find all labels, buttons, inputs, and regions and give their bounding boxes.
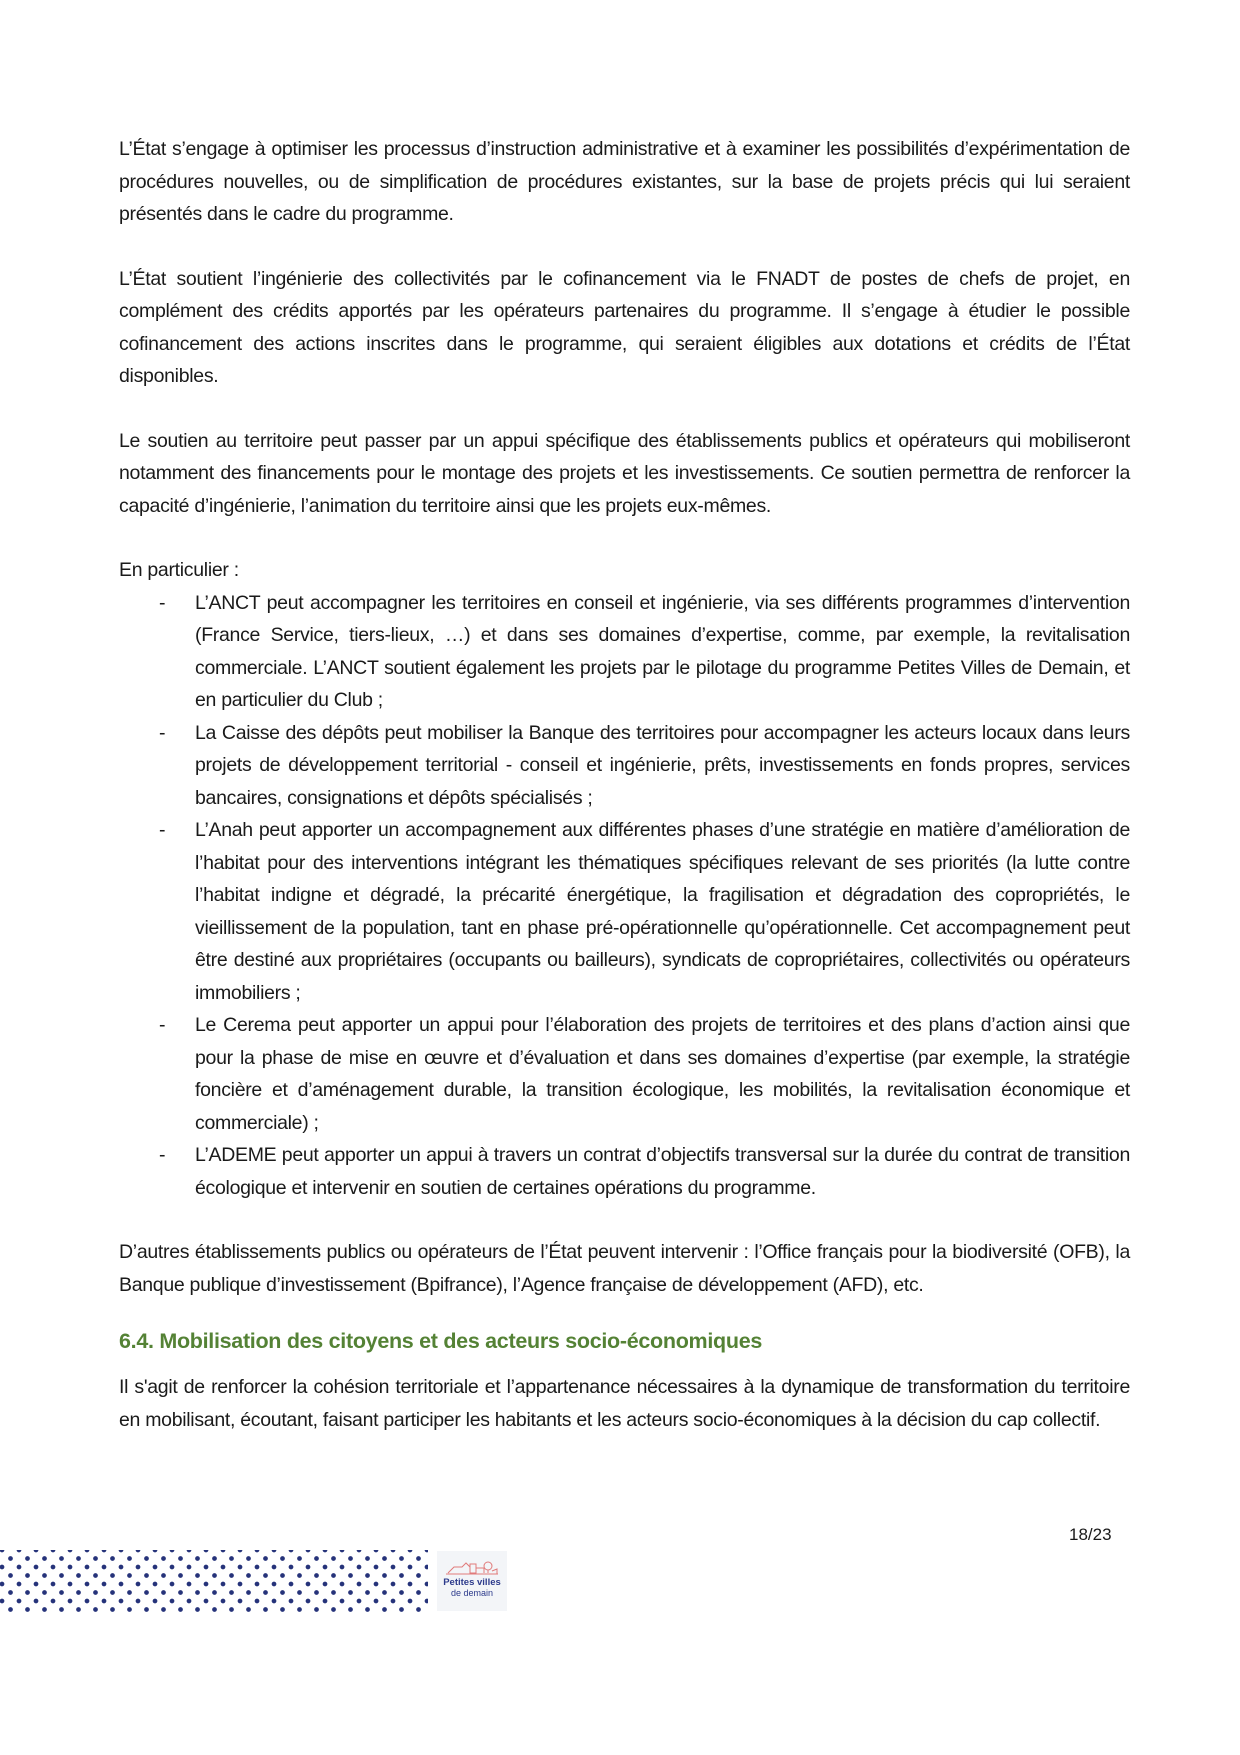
footer-dot-pattern	[0, 1550, 428, 1612]
paragraph-state-commitment: L’État s’engage à optimiser les processus d’instruction administrative et à examiner les possibilités d’expérimentation de procédures nouvelles, ou de simplification de procédures existantes, sur la base de projets précis qui lui seraient présentés dans le cadre du programme.	[119, 138, 1130, 225]
list-item	[119, 587, 1130, 717]
list-item-text: L’ANCT peut accompagner les territoires en conseil et ingénierie, via ses différents programmes d’intervention (France Service, tiers-lieux, …) et dans ses domaines d’expertise, comme, par exemple, la revitalisation commerciale. L’ANCT soutient également les projets par le pilotage du programme Petites Villes de Demain, et en particulier du Club ;	[195, 591, 1130, 711]
list-item-text: L’ADEME peut apporter un appui à travers un contrat d’objectifs transversal sur la durée du contrat de transition écologique et intervenir en soutien de certaines opérations du programme.	[195, 1144, 1130, 1199]
list-item	[119, 814, 1130, 1009]
petites-villes-logo	[437, 1551, 507, 1611]
page-number: 18/23	[1069, 1525, 1112, 1544]
list-item-text: L’Anah peut apporter un accompagnement aux différentes phases d’une stratégie en matière d’amélioration de l’habitat pour des interventions intégrant les thématiques spécifiques relevant de ses priorités (la lutte contre l’habitat indigne et dégradé, la précarité énergétique, la fragilisation et dégradation des copropriétés, le vieillissement de la population, tant en phase pré-opérationnelle qu’opérationnelle. Cet accompagnement peut être destiné aux propriétaires (occupants ou bailleurs), syndicats de copropriétaires, collectivités ou opérateurs immobiliers ;	[195, 819, 1130, 1004]
list-dash: -	[159, 1144, 166, 1166]
section-paragraph: Il s'agit de renforcer la cohésion territoriale et l’appartenance nécessaires à la dynamique de transformation du territoire en mobilisant, écoutant, faisant participer les habitants et les acteurs socio-économiques à la décision du cap collectif.	[119, 1376, 1130, 1431]
list-item-text: La Caisse des dépôts peut mobiliser la Banque des territoires pour accompagner les acteurs locaux dans leurs projets de développement territorial - conseil et ingénierie, prêts, investissements en fonds propres, services bancaires, consignations et dépôts spécialisés ;	[195, 721, 1130, 809]
document-page	[119, 133, 1130, 1468]
list-item	[119, 1009, 1130, 1139]
operators-list	[119, 587, 1130, 1205]
list-item-text: Le Cerema peut apporter un appui pour l’élaboration des projets de territoires et des plans d’action ainsi que pour la phase de mise en œuvre et d’évaluation et dans ses domaines d’expertise (par exemple, la stratégie foncière et d’aménagement durable, la transition écologique, les mobilités, la revitalisation économique et commerciale) ;	[195, 1014, 1130, 1134]
list-intro: En particulier :	[119, 559, 239, 581]
logo-subtitle: de demain	[450, 1588, 494, 1598]
list-dash: -	[159, 1014, 166, 1036]
list-dash: -	[159, 721, 166, 744]
logo-title: Petites villes	[443, 1577, 501, 1588]
town-skyline-icon	[444, 1555, 500, 1577]
paragraph-territory-support: Le soutien au territoire peut passer par un appui spécifique des établissements publics et opérateurs qui mobiliseront notamment des financements pour le montage des projets et les investissements. Ce soutien permettra de renforcer la capacité d’ingénierie, l’animation du territoire ainsi que les projets eux-mêmes.	[119, 429, 1130, 517]
list-item	[119, 1139, 1130, 1204]
section-heading: 6.4. Mobilisation des citoyens et des acteurs socio-économiques	[119, 1329, 763, 1353]
list-item	[119, 717, 1130, 815]
list-dash: -	[159, 591, 166, 614]
paragraph-state-engineering: L’État soutient l’ingénierie des collectivités par le cofinancement via le FNADT de postes de chefs de projet, en complément des crédits apportés par les opérateurs partenaires du programme. Il s’engage à étudier le possible cofinancement des actions inscrites dans le programme, qui seraient éligibles aux dotations et crédits de l’État disponibles.	[119, 267, 1130, 387]
paragraph-other-operators: D’autres établissements publics ou opérateurs de l’État peuvent intervenir : l’Office français pour la biodiversité (OFB), la Banque publique d’investissement (Bpifrance), l’Agence française de développement (AFD), etc.	[119, 1241, 1130, 1296]
list-dash: -	[159, 819, 166, 841]
